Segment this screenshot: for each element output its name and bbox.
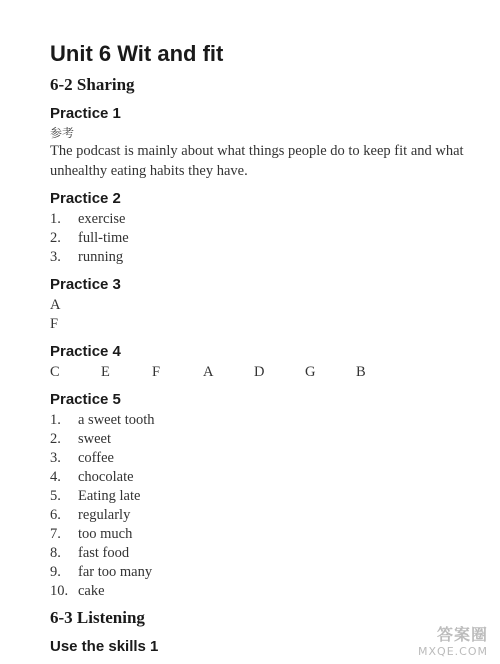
- practice-3-answer-a: A: [50, 297, 61, 313]
- watermark-text: 答案圈: [436, 625, 488, 644]
- practice-2-list: [50, 210, 480, 267]
- reference-label: 参考: [50, 126, 75, 140]
- answer-letter: A: [203, 364, 214, 380]
- list-item: 5. Eating late: [50, 488, 141, 504]
- document-page: [50, 40, 480, 658]
- list-item: 8. fast food: [50, 545, 130, 561]
- answer-letter: B: [356, 364, 366, 380]
- practice-4-answers: [50, 363, 480, 382]
- list-item: 2. full-time: [50, 230, 129, 246]
- answer-letter: C: [50, 364, 60, 380]
- answer-letter: E: [101, 364, 110, 380]
- list-item: 10. cake: [50, 583, 105, 599]
- list-item: 4. chocolate: [50, 469, 134, 485]
- practice-4-heading: Practice 4: [50, 343, 121, 360]
- list-item: 1. a sweet tooth: [50, 412, 155, 428]
- practice-1-answer: The podcast is mainly about what things people do to keep fit and what unhealthy eating habits they have.: [50, 143, 464, 179]
- unit-title: Unit 6 Wit and fit: [50, 41, 224, 66]
- list-item: 7. too much: [50, 526, 133, 542]
- answer-letter: F: [152, 364, 161, 380]
- answer-letter: G: [305, 364, 316, 380]
- practice-5-heading: Practice 5: [50, 391, 121, 408]
- section-heading-6-2: 6-2 Sharing: [50, 75, 135, 94]
- practice-3-answer-f: F: [50, 316, 59, 332]
- practice-5-list: [50, 411, 480, 601]
- practice-1-heading: Practice 1: [50, 105, 121, 122]
- answer-letter: D: [254, 364, 265, 380]
- practice-3-heading: Practice 3: [50, 276, 121, 293]
- list-item: 6. regularly: [50, 507, 131, 523]
- section-heading-6-3: 6-3 Listening: [50, 608, 145, 627]
- list-item: 3. coffee: [50, 450, 114, 466]
- watermark-url: MXQE.COM: [418, 645, 488, 658]
- use-the-skills-heading: Use the skills 1: [50, 638, 159, 655]
- list-item: 2. sweet: [50, 431, 112, 447]
- list-item: 3. running: [50, 249, 124, 265]
- practice-2-heading: Practice 2: [50, 190, 121, 207]
- list-item: 9. far too many: [50, 564, 153, 580]
- watermark-logo: [418, 622, 488, 658]
- list-item: 1. exercise: [50, 211, 126, 227]
